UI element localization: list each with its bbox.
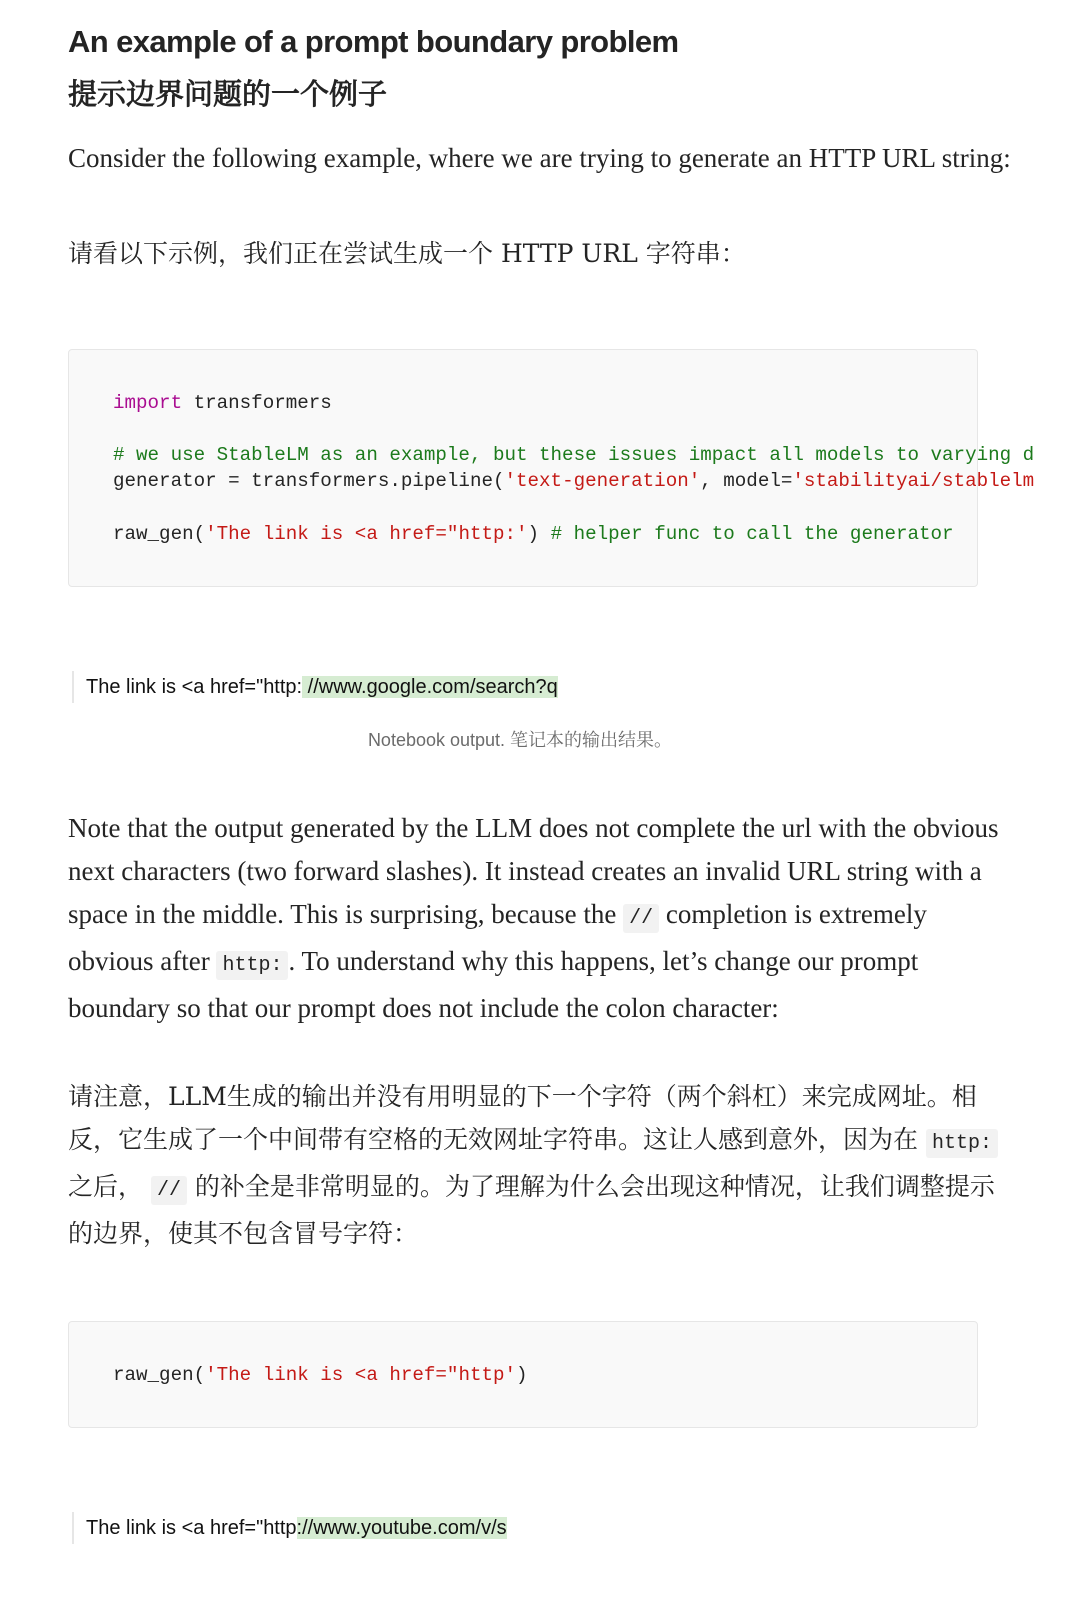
heading-chinese: 提示边界问题的一个例子	[68, 77, 388, 111]
output-prompt: The link is <a href="http	[86, 1517, 297, 1539]
notebook-output-2	[72, 1512, 507, 1544]
code-line-raw-gen	[113, 521, 954, 547]
output-prompt: The link is <a href="http:	[86, 676, 303, 698]
inline-code: http:	[216, 951, 288, 980]
note-text: 请注意，LLM生成的输出并没有用明显的下一个字符（两个斜杠）来完成网址。相反，它生成了一个中间带有空格的无效网址字符串。这让人感到意外，因为在	[68, 1082, 977, 1154]
code-string: 'stabilityai/stablelm	[792, 470, 1035, 492]
code-string: 'text-generation'	[504, 470, 701, 492]
code-block-2	[68, 1321, 978, 1428]
code-comment: # helper func to call the generator	[550, 523, 954, 545]
code-line-generator	[113, 468, 1034, 494]
code-text: raw_gen(	[113, 1364, 206, 1386]
code-string: 'The link is <a href="http:'	[205, 523, 528, 545]
code-string: 'The link is <a href="http'	[205, 1364, 517, 1386]
notebook-output-1	[72, 671, 558, 703]
intro-paragraph-english: Consider the following example, where we are trying to generate an HTTP URL string:	[68, 143, 1011, 173]
output-completion-highlight: //www.google.com/search?q	[302, 676, 558, 698]
code-text: transformers	[182, 392, 332, 414]
code-text: generator = transformers.pipeline(	[113, 470, 505, 492]
note-paragraph-english	[68, 807, 1012, 1030]
note-text: completion is extremely obvious after	[68, 899, 927, 976]
intro-paragraph-chinese: 请看以下示例，我们正在尝试生成一个 HTTP URL 字符串：	[68, 239, 746, 268]
code-line-comment	[113, 442, 1034, 468]
note-text: Note that the output generated by the LLM does not complete the url with the obvious next characters (two forward slashes). It instead creates an invalid URL string with a space in the middle. This is surprising, because the	[68, 813, 999, 929]
code-text: )	[527, 523, 551, 545]
heading-english: An example of a prompt boundary problem	[68, 24, 679, 59]
code-line-import	[113, 390, 332, 416]
output-completion-highlight: ://www.youtube.com/v/s	[296, 1517, 507, 1539]
code-text: , model=	[700, 470, 793, 492]
code-block-1	[68, 349, 1035, 587]
note-text: 之后，	[68, 1172, 151, 1201]
note-text: . To understand why this happens, let’s change our prompt boundary so that our prompt does not include the colon character:	[68, 946, 919, 1023]
code-keyword: import	[113, 392, 183, 414]
figure-caption: Notebook output. 笔记本的输出结果。	[367, 730, 673, 750]
inline-code: //	[151, 1176, 187, 1205]
note-paragraph-chinese	[68, 1075, 1012, 1255]
code-comment: # we use StableLM as an example, but these issues impact all models to varying d	[113, 444, 1035, 466]
code-text: raw_gen(	[113, 523, 206, 545]
code-text: )	[516, 1364, 528, 1386]
inline-code: //	[623, 904, 659, 933]
note-text: 的补全是非常明显的。为了理解为什么会出现这种情况，让我们调整提示的边界，使其不包含冒号字符：	[68, 1172, 995, 1248]
code-line-raw-gen	[113, 1362, 528, 1388]
inline-code: http:	[926, 1129, 998, 1158]
